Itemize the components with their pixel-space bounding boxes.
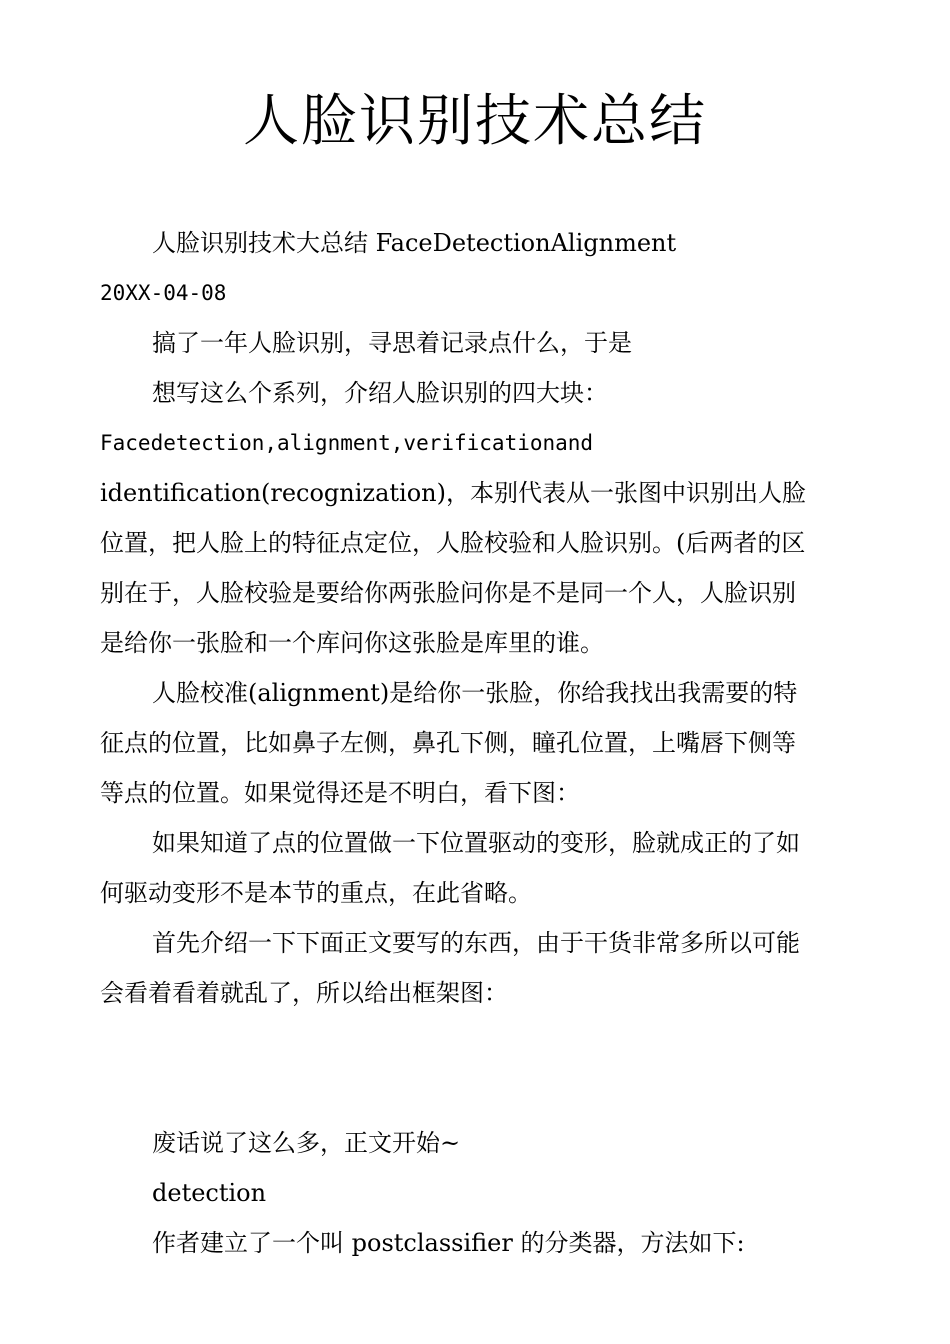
paragraph-line: 等点的位置。如果觉得还是不明白，看下图：	[100, 779, 580, 807]
paragraph-line: 废话说了这么多，正文开始~	[152, 1129, 461, 1157]
paragraph-line: 别在于，人脸校验是要给你两张脸问你是不是同一个人，人脸识别	[100, 579, 796, 607]
figure-placeholder	[100, 1018, 860, 1118]
paragraph-line: 首先介绍一下下面正文要写的东西，由于干货非常多所以可能	[152, 929, 800, 957]
paragraph-line: 作者建立了一个叫 postclassifier 的分类器，方法如下:	[152, 1229, 745, 1257]
paragraph-line: 如果知道了点的位置做一下位置驱动的变形，脸就成正的了如	[152, 829, 800, 857]
paragraph-line: 位置，把人脸上的特征点定位，人脸校验和人脸识别。(后两者的区	[100, 529, 806, 557]
paragraph-line: 何驱动变形不是本节的重点，在此省略。	[100, 879, 532, 907]
paragraph-line: 人脸校准(alignment)是给你一张脸，你给我找出我需要的特	[152, 679, 798, 707]
paragraph-line: 会看着看着就乱了，所以给出框架图：	[100, 979, 508, 1007]
paragraph-line: 搞了一年人脸识别，寻思着记录点什么，于是	[152, 329, 632, 357]
paragraph-line: 想写这么个系列，介绍人脸识别的四大块：	[152, 379, 608, 407]
paragraph-line: Facedetection,alignment,verificationand	[100, 431, 594, 455]
paragraph-line: 人脸识别技术大总结 FaceDetectionAlignment	[152, 229, 677, 257]
date-line: 20XX-04-08	[100, 281, 227, 305]
paragraph-line: 是给你一张脸和一个库问你这张脸是库里的谁。	[100, 629, 604, 657]
section-heading: detection	[152, 1179, 267, 1207]
document-title: 人脸识别技术总结	[243, 89, 707, 154]
paragraph-line: identification(recognization)，本别代表从一张图中识别出人脸	[100, 479, 806, 507]
document-body	[100, 218, 860, 1268]
paragraph-line: 征点的位置，比如鼻子左侧，鼻孔下侧，瞳孔位置，上嘴唇下侧等	[100, 729, 796, 757]
